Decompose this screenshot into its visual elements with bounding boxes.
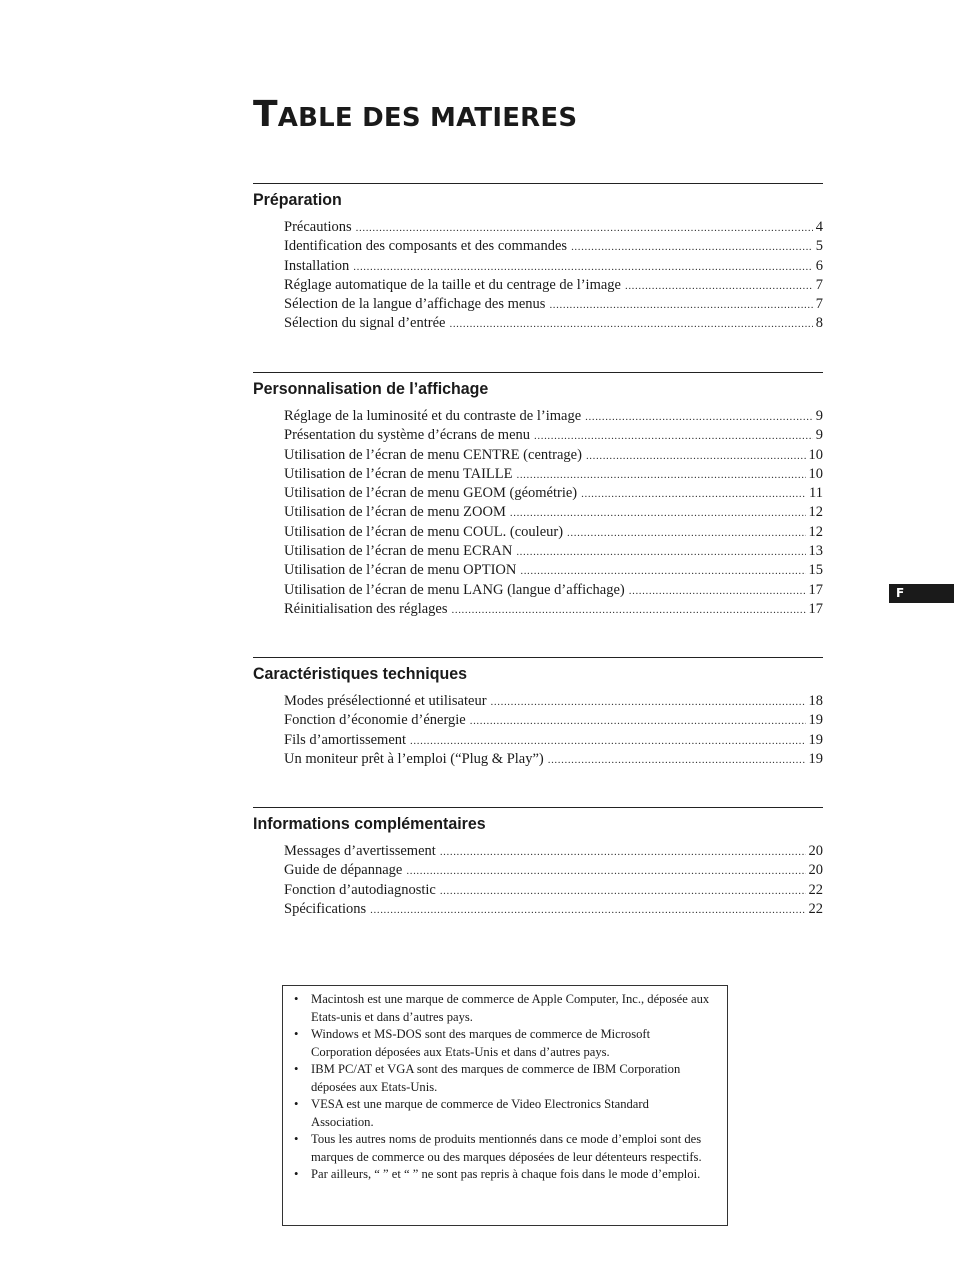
dot-leader	[534, 427, 813, 446]
toc-entry-label: Un moniteur prêt à l’emploi (“Plug & Play”)	[284, 750, 544, 767]
toc-entry-label: Modes présélectionné et utilisateur	[284, 693, 487, 709]
toc-entry[interactable]	[284, 881, 823, 900]
toc-entry-label: Utilisation de l’écran de menu GEOM (géométrie)	[284, 485, 578, 502]
toc-entry[interactable]	[284, 750, 823, 769]
toc-entry[interactable]	[284, 523, 823, 542]
trademark-note-text: Par ailleurs, “ ” et “ ” ne sont pas repris à chaque fois dans le mode d’emploi.	[311, 1167, 701, 1181]
dot-leader	[549, 296, 812, 315]
dot-leader	[567, 524, 805, 543]
toc-entry-page: 6	[815, 257, 823, 274]
bullet: •	[294, 1062, 299, 1076]
dot-leader	[510, 504, 806, 523]
dot-leader	[581, 485, 806, 504]
page-title-initial: T	[253, 94, 278, 135]
toc-entry-label: Réglage automatique de la taille et du centrage de l’image	[284, 276, 621, 293]
bullet: •	[294, 1132, 299, 1146]
toc-entry[interactable]	[284, 731, 823, 750]
toc-entry[interactable]	[284, 484, 823, 503]
toc-entry-page: 20	[808, 843, 823, 859]
toc-entry[interactable]	[284, 711, 823, 730]
toc-entry[interactable]	[284, 218, 823, 237]
toc-entry[interactable]	[284, 561, 823, 580]
dot-leader	[516, 466, 805, 485]
toc-entry-page: 10	[808, 465, 823, 482]
section-divider	[253, 183, 823, 184]
toc-entry[interactable]	[284, 503, 823, 522]
toc-entry[interactable]	[284, 237, 823, 256]
toc-entry-page: 22	[808, 881, 823, 898]
dot-leader	[586, 447, 806, 466]
toc-entry[interactable]	[284, 257, 823, 276]
toc-entry-page: 17	[808, 581, 823, 598]
toc-entry-label: Spécifications	[284, 900, 367, 917]
toc-entry-label: Installation	[284, 257, 350, 274]
trademark-note	[294, 1026, 711, 1061]
toc-entry[interactable]	[284, 407, 823, 426]
toc-entry[interactable]	[284, 692, 823, 711]
toc-entry-page: 19	[808, 750, 823, 767]
trademark-note	[294, 991, 711, 1026]
section-heading: Informations complémentaires	[253, 814, 486, 833]
toc-entry-page: 9	[815, 427, 823, 444]
toc-entry-label: Messages d’avertissement	[284, 843, 436, 859]
trademark-note-text: Macintosh est une marque de commerce de Apple Computer, Inc., déposée aux Etats-unis et dans d’autres pays.	[311, 992, 710, 1024]
toc-section-preparation	[253, 183, 823, 334]
toc-entry-label: Fonction d’autodiagnostic	[284, 881, 436, 898]
toc-entry-page: 22	[808, 900, 823, 917]
dot-leader	[585, 408, 813, 427]
toc-entry[interactable]	[284, 581, 823, 600]
toc-entry-label: Utilisation de l’écran de menu ECRAN	[284, 543, 513, 560]
toc-entry-page: 8	[815, 315, 823, 332]
toc-entry-page: 19	[808, 712, 823, 729]
section-divider	[253, 372, 823, 373]
toc-entry-label: Précautions	[284, 219, 352, 235]
toc-entry[interactable]	[284, 276, 823, 295]
toc-entry-page: 7	[815, 276, 823, 293]
toc-entry-page: 17	[808, 600, 823, 617]
toc-entry-label: Réinitialisation des réglages	[284, 600, 448, 617]
dot-leader	[516, 543, 805, 562]
trademark-note-text: Tous les autres noms de produits mentionnés dans ce mode d’emploi sont des marques de commerce ou des marques déposées de leur détenteurs respectifs.	[311, 1132, 702, 1164]
dot-leader	[470, 712, 806, 731]
toc-entry-label: Fils d’amortissement	[284, 731, 407, 748]
toc-entry-label: Utilisation de l’écran de menu ZOOM	[284, 504, 506, 521]
toc-entry-page: 15	[808, 562, 823, 579]
toc-entry-label: Utilisation de l’écran de menu CENTRE (centrage)	[284, 446, 582, 463]
toc-entry-label: Utilisation de l’écran de menu COUL. (couleur)	[284, 523, 564, 540]
toc-entry-label: Guide de dépannage	[284, 862, 403, 879]
toc-entry[interactable]	[284, 295, 823, 314]
section-heading: Préparation	[253, 190, 342, 209]
toc-entry[interactable]	[284, 600, 823, 619]
toc-entry[interactable]	[284, 426, 823, 445]
dot-leader	[356, 219, 813, 238]
dot-leader	[625, 277, 813, 296]
toc-section-personnalisation	[253, 372, 823, 619]
toc-entry-page: 18	[808, 693, 823, 709]
toc-entry[interactable]	[284, 842, 823, 861]
dot-leader	[440, 882, 806, 901]
dot-leader	[452, 601, 806, 620]
toc-entry-label: Sélection du signal d’entrée	[284, 315, 446, 332]
toc-entry-page: 20	[808, 862, 823, 879]
section-divider	[253, 657, 823, 658]
trademark-note	[294, 1131, 711, 1166]
trademark-note-text: Windows et MS-DOS sont des marques de commerce de Microsoft Corporation déposées aux Etats-Unis et dans d’autres pays.	[311, 1027, 651, 1059]
dot-leader	[629, 582, 806, 601]
trademark-note-text: IBM PC/AT et VGA sont des marques de commerce de IBM Corporation déposées aux Etats-Unis.	[311, 1062, 681, 1094]
toc-entry-label: Fonction d’économie d’énergie	[284, 712, 466, 729]
trademark-note	[294, 1096, 711, 1131]
toc-entry[interactable]	[284, 900, 823, 919]
toc-entry-label: Utilisation de l’écran de menu LANG (langue d’affichage)	[284, 581, 625, 598]
toc-entry-label: Présentation du système d’écrans de menu	[284, 427, 531, 444]
section-heading: Personnalisation de l’affichage	[253, 379, 489, 398]
dot-leader	[548, 751, 806, 770]
toc-entry[interactable]	[284, 446, 823, 465]
toc-entry[interactable]	[284, 861, 823, 880]
page-title	[253, 94, 577, 135]
trademark-notes-box	[282, 985, 728, 1226]
toc-entry-page: 9	[815, 408, 823, 424]
toc-entry-label: Utilisation de l’écran de menu TAILLE	[284, 465, 513, 482]
toc-entry-page: 10	[808, 446, 823, 463]
dot-leader	[410, 732, 805, 751]
dot-leader	[491, 693, 806, 712]
dot-leader	[520, 562, 805, 581]
bullet: •	[294, 992, 299, 1006]
toc-entry[interactable]	[284, 465, 823, 484]
dot-leader	[449, 315, 812, 334]
trademark-note-text: VESA est une marque de commerce de Video Electronics Standard Association.	[311, 1097, 649, 1129]
toc-entry-page: 13	[808, 543, 823, 560]
toc-entry-label: Sélection de la langue d’affichage des menus	[284, 296, 546, 313]
bullet: •	[294, 1097, 299, 1111]
dot-leader	[406, 862, 805, 881]
page-title-rest: ABLE DES MATIERES	[277, 103, 578, 133]
toc-entry-page: 11	[809, 485, 823, 502]
toc-section-caracteristiques	[253, 657, 823, 769]
section-heading: Caractéristiques techniques	[253, 664, 468, 683]
toc-entry-page: 19	[808, 731, 823, 748]
toc-section-informations	[253, 807, 823, 919]
toc-entry[interactable]	[284, 542, 823, 561]
trademark-note	[294, 1061, 711, 1096]
toc-entry-page: 5	[815, 238, 823, 255]
trademark-note	[294, 1166, 711, 1184]
bullet: •	[294, 1027, 299, 1041]
toc-entry-label: Réglage de la luminosité et du contraste de l’image	[284, 408, 582, 424]
dot-leader	[353, 258, 813, 277]
dot-leader	[440, 843, 806, 862]
toc-entry-page: 12	[808, 523, 823, 540]
toc-entry-page: 4	[815, 219, 823, 235]
section-divider	[253, 807, 823, 808]
toc-entry-label: Utilisation de l’écran de menu OPTION	[284, 562, 517, 579]
toc-entry-page: 7	[815, 296, 823, 313]
toc-entry[interactable]	[284, 314, 823, 333]
language-tab: F	[889, 584, 954, 603]
dot-leader	[571, 238, 813, 257]
bullet: •	[294, 1167, 299, 1181]
toc-entry-label: Identification des composants et des commandes	[284, 238, 568, 255]
toc-entry-page: 12	[808, 504, 823, 521]
dot-leader	[370, 901, 805, 920]
